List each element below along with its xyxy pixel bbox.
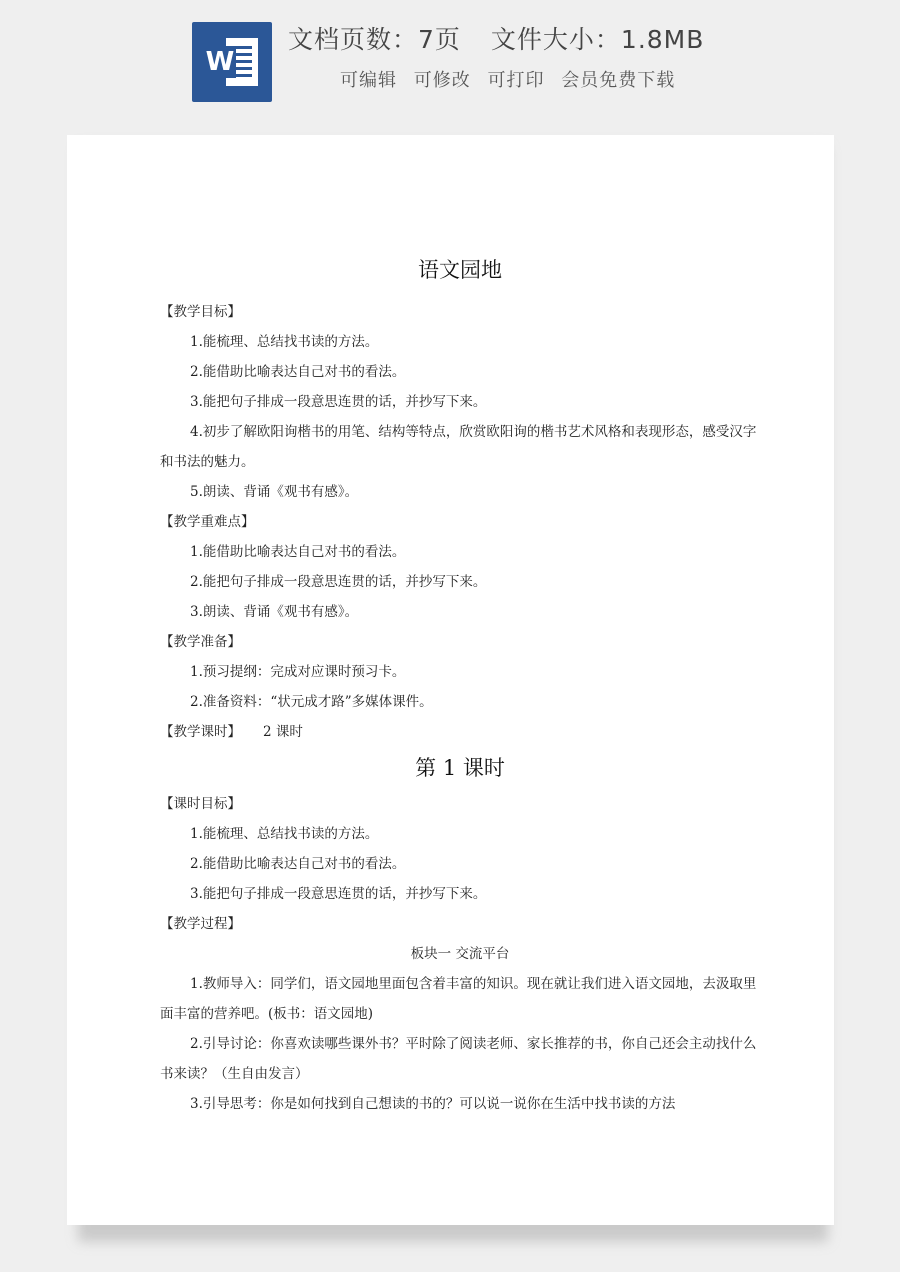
list-item: 5.朗读、背诵《观书有感》。: [190, 484, 359, 500]
list-item: 2.准备资料：“状元成才路”多媒体课件。: [190, 694, 433, 710]
list-item: 4.初步了解欧阳询楷书的用笔、结构等特点，欣赏欧阳询的楷书艺术风格和表现形态，感受汉字和书法的魅力。: [160, 424, 757, 470]
list-item: 2.能把句子排成一段意思连贯的话，并抄写下来。: [190, 574, 487, 590]
section-heading: 【教学过程】: [160, 916, 241, 932]
section-heading: 【课时目标】: [160, 796, 241, 812]
list-item: 1.能梳理、总结找书读的方法。: [190, 826, 379, 842]
feature-modifiable: 可修改: [413, 70, 471, 91]
file-size: 文件大小：1.8MB: [490, 25, 705, 54]
word-document-icon: [192, 22, 272, 102]
block-title: 板块一 交流平台: [410, 946, 510, 962]
word-logo-letter: W: [205, 47, 235, 77]
page-count: 文档页数：7页: [288, 25, 461, 54]
list-item: 1.教师导入：同学们，语文园地里面包含着丰富的知识。现在就让我们进入语文园地，去汲取里面丰富的营养吧。(板书：语文园地): [160, 976, 757, 1022]
hours-value: 2 课时: [263, 724, 303, 740]
section-heading: 【教学目标】: [160, 304, 241, 320]
list-item: 2.能借助比喻表达自己对书的看法。: [190, 856, 406, 872]
list-item: 1.能梳理、总结找书读的方法。: [190, 334, 379, 350]
feature-member-download: 会员免费下载: [561, 70, 676, 91]
hours-heading: 【教学课时】: [160, 724, 241, 740]
list-item: 3.能把句子排成一段意思连贯的话，并抄写下来。: [190, 886, 487, 902]
list-item: 3.引导思考：你是如何找到自己想读的书的？可以说一说你在生活中找书读的方法: [190, 1096, 676, 1112]
header-banner: [0, 0, 900, 130]
document-content: [160, 255, 760, 1119]
list-item: 1.能借助比喻表达自己对书的看法。: [190, 544, 406, 560]
document-page: [67, 135, 834, 1225]
list-item: 3.朗读、背诵《观书有感》。: [190, 604, 359, 620]
lesson-title: 第 1 课时: [415, 756, 505, 780]
feature-editable: 可编辑: [340, 70, 397, 91]
section-heading: 【教学准备】: [160, 634, 241, 650]
list-item: 2.引导讨论：你喜欢读哪些课外书？平时除了阅读老师、家长推荐的书，你自己还会主动找什么书来读？（生自由发言）: [160, 1036, 757, 1082]
file-meta: [288, 20, 704, 56]
list-item: 1.预习提纲：完成对应课时预习卡。: [190, 664, 406, 680]
document-title: 语文园地: [418, 258, 502, 282]
list-item: 3.能把句子排成一段意思连贯的话，并抄写下来。: [190, 394, 487, 410]
section-heading: 【教学重难点】: [160, 514, 255, 530]
feature-printable: 可打印: [487, 70, 545, 91]
section-heading: [160, 717, 760, 747]
feature-list: [340, 66, 685, 92]
list-item: 2.能借助比喻表达自己对书的看法。: [190, 364, 406, 380]
